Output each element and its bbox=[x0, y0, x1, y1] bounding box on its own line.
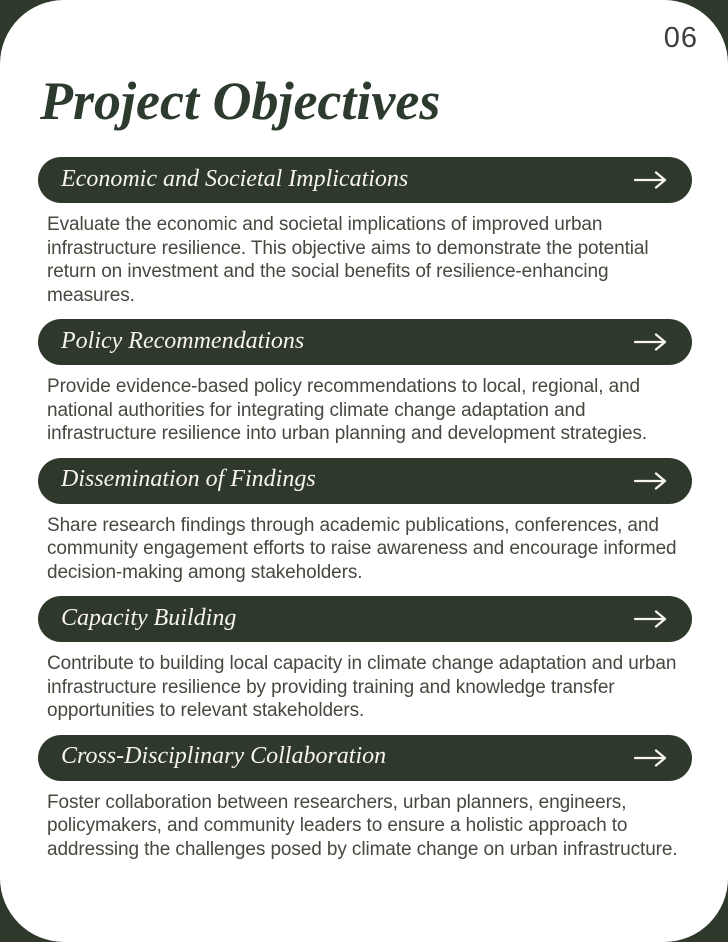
arrow-right-icon bbox=[632, 331, 668, 353]
objective-pill-policy[interactable] bbox=[38, 319, 692, 365]
objective-pill-collaboration[interactable] bbox=[38, 735, 692, 781]
objective-pill-economic[interactable] bbox=[38, 157, 692, 203]
objective-heading: Cross-Disciplinary Collaboration bbox=[61, 743, 387, 769]
arrow-right-icon bbox=[632, 747, 668, 769]
page-title: Project Objectives bbox=[40, 71, 441, 132]
objective-section bbox=[38, 157, 692, 307]
objective-description: Share research findings through academic publications, conferences, and community engagement efforts to raise awareness and encourage informed decision-making among stakeholders. bbox=[47, 514, 677, 583]
objective-description: Contribute to building local capacity in climate change adaptation and urban infrastructure resilience by providing training and knowledge transfer opportunities to relevant stakeholders. bbox=[47, 653, 677, 721]
objective-pill-dissemination[interactable] bbox=[38, 458, 692, 504]
objective-section bbox=[38, 458, 692, 585]
arrow-right-icon bbox=[632, 470, 668, 492]
objective-heading: Dissemination of Findings bbox=[61, 466, 316, 492]
objective-description: Evaluate the economic and societal implications of improved urban infrastructure resilience. This objective aims to demonstrate the potential return on investment and the social benefits of resilience-enhancing measures. bbox=[47, 214, 649, 306]
objective-description: Foster collaboration between researchers, urban planners, engineers, policymakers, and community leaders to ensure a holistic approach to addressing the challenges posed by climate change on urban infrastructure. bbox=[47, 791, 678, 860]
objective-section bbox=[38, 596, 692, 723]
objectives-list bbox=[38, 157, 692, 873]
objective-section bbox=[38, 319, 692, 446]
arrow-right-icon bbox=[632, 608, 668, 630]
page-number: 06 bbox=[663, 22, 698, 54]
objective-pill-capacity[interactable] bbox=[38, 596, 692, 642]
arrow-right-icon bbox=[632, 169, 668, 191]
objective-heading: Capacity Building bbox=[61, 604, 237, 631]
objective-heading: Economic and Societal Implications bbox=[61, 165, 409, 192]
objective-description: Provide evidence-based policy recommendations to local, regional, and national authorities for integrating climate change adaptation and infrastructure resilience into urban planning and development strategies. bbox=[47, 376, 648, 444]
objective-section bbox=[38, 735, 692, 862]
objective-heading: Policy Recommendations bbox=[61, 327, 305, 354]
